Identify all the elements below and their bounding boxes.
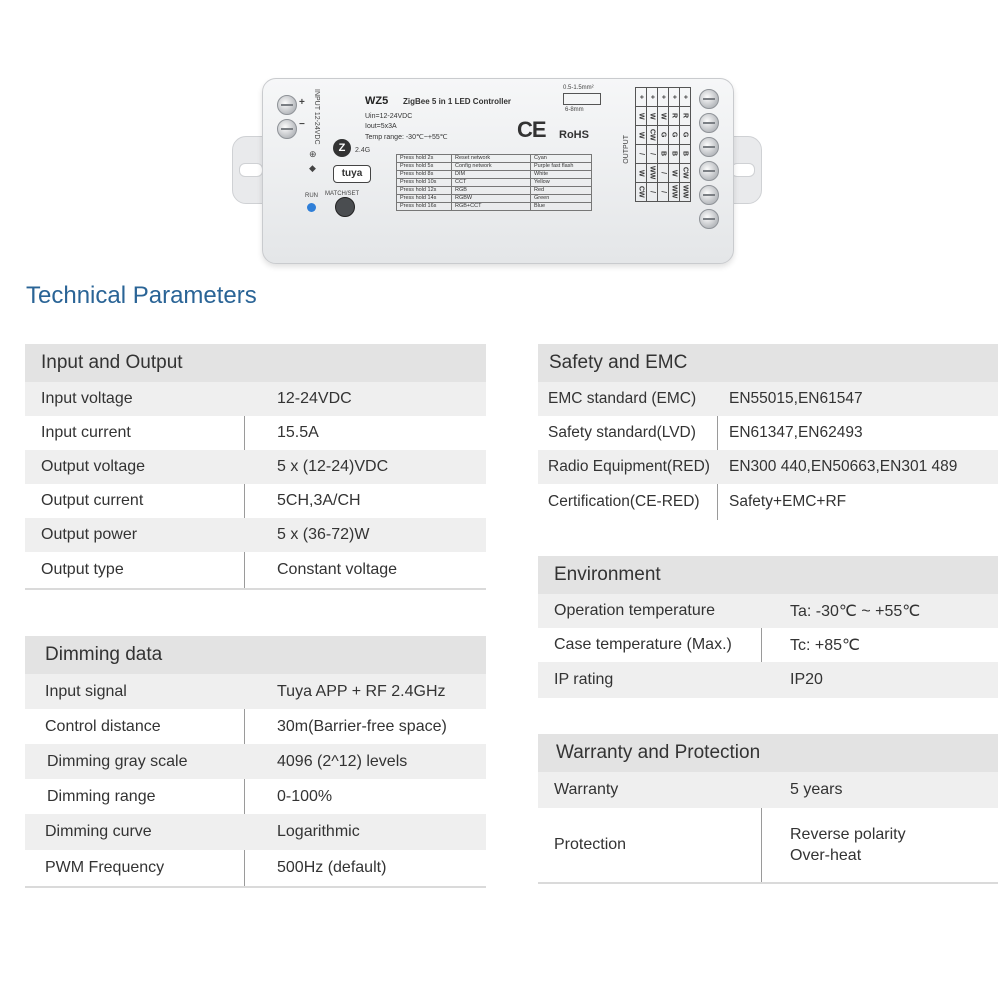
input-output-table [25, 344, 486, 590]
uin-label: Uin=12-24VDC [365, 113, 413, 120]
output-grid-cell: / [647, 183, 658, 202]
output-grid-cell: + [680, 88, 691, 107]
table-row: Dimming gray scale 4096 (2^12) levels [25, 744, 486, 779]
table-row: EMC standard (EMC) EN55015,EN61547 [538, 382, 998, 416]
table-divider [538, 882, 998, 884]
product-name-label: ZigBee 5 in 1 LED Controller [403, 97, 512, 106]
protection-over-heat: Over-heat [790, 847, 862, 864]
environment-table [538, 556, 998, 698]
output-grid-row [636, 126, 691, 145]
output-grid-row [636, 164, 691, 183]
table-divider [25, 588, 486, 590]
press-table-cell: Cyan [531, 155, 592, 163]
output-grid-row [636, 107, 691, 126]
wire-strip-icon [563, 93, 601, 105]
press-table-cell: Press hold 12s [397, 187, 452, 195]
press-table-cell: Press hold 5s [397, 163, 452, 171]
wire-gauge-label: 0.5-1.5mm² [563, 85, 594, 91]
press-table-cell: Purple fast flash [531, 163, 592, 171]
output-terminal-1 [699, 89, 719, 109]
table-row: Output current 5CH,3A/CH [41, 492, 361, 509]
press-table-cell: Red [531, 187, 592, 195]
output-terminal-4 [699, 161, 719, 181]
press-hold-table [396, 154, 592, 211]
safety-emc-title: Safety and EMC [538, 344, 998, 382]
warranty-protection-title: Warranty and Protection [538, 734, 998, 772]
input-terminal-minus [277, 119, 297, 139]
press-table-row [397, 187, 592, 195]
temp-range-label: Temp range: -30℃~+55℃ [365, 134, 448, 141]
output-grid-cell: G [680, 126, 691, 145]
press-table-row [397, 163, 592, 171]
output-grid-cell: W [658, 107, 669, 126]
table-row: Input current 15.5A [41, 424, 319, 441]
output-grid-cell: WW [647, 164, 658, 183]
output-grid-row [636, 183, 691, 202]
output-terminal-2 [699, 113, 719, 133]
press-table-cell: Press hold 2s [397, 155, 452, 163]
output-grid-cell: W [636, 107, 647, 126]
input-output-title: Input and Output [25, 344, 486, 382]
table-row: Output type Constant voltage [41, 561, 398, 578]
zigbee-logo: Z [333, 139, 351, 157]
run-led-icon [307, 203, 316, 212]
output-terminal-6 [699, 209, 719, 229]
rohs-mark: RoHS [559, 129, 589, 141]
output-grid-cell: + [658, 88, 669, 107]
output-grid-cell: CW [680, 164, 691, 183]
minus-sign: − [299, 119, 305, 130]
press-table-cell: Blue [531, 203, 592, 211]
output-grid-cell: / [647, 145, 658, 164]
press-table-cell: Reset network [452, 155, 531, 163]
output-grid-cell: + [636, 88, 647, 107]
safety-emc-table [538, 344, 998, 520]
press-table-row [397, 203, 592, 211]
press-table-cell: CCT [452, 179, 531, 187]
output-grid-row [636, 88, 691, 107]
protection-reverse-polarity: Reverse polarity [790, 826, 906, 843]
table-row: Operation temperature Ta: -30℃ ~ +55℃ [538, 594, 998, 628]
table-row: Dimming range 0-100% [47, 787, 333, 805]
table-row: Case temperature (Max.) Tc: +85℃ [554, 636, 860, 654]
output-grid-cell: R [680, 107, 691, 126]
dimming-data-table [25, 636, 486, 888]
plus-sign: + [299, 97, 305, 108]
output-grid-cell: W [647, 107, 658, 126]
warranty-protection-table [538, 734, 998, 884]
output-grid-cell: W [669, 164, 680, 183]
press-table-cell: RGB+CCT [452, 203, 531, 211]
output-terminal-5 [699, 185, 719, 205]
press-table-cell: DIM [452, 171, 531, 179]
table-row: Certification(CE-RED) Safety+EMC+RF [548, 493, 847, 510]
press-table-cell: White [531, 171, 592, 179]
table-row: IP rating IP20 [538, 662, 998, 698]
output-grid-row [636, 145, 691, 164]
input-label: INPUT 12-24VDC [313, 89, 320, 145]
table-divider [25, 886, 486, 888]
input-terminal-plus [277, 95, 297, 115]
table-row: Warranty 5 years [538, 772, 998, 808]
press-table-cell: Press hold 8s [397, 171, 452, 179]
output-grid-cell: R [669, 107, 680, 126]
output-grid-cell: WW [669, 183, 680, 202]
press-table-row [397, 171, 592, 179]
output-grid-cell: G [658, 126, 669, 145]
table-row: Output power 5 x (36-72)W [25, 518, 486, 552]
table-row: Safety standard(LVD) EN61347,EN62493 [548, 424, 863, 441]
output-grid-cell: B [680, 145, 691, 164]
press-table-cell: Green [531, 195, 592, 203]
tuya-logo: tuya [333, 165, 371, 183]
press-table-cell: Press hold 16s [397, 203, 452, 211]
strip-length-label: 6-8mm [565, 107, 584, 113]
iout-label: Iout=5x3A [365, 123, 397, 130]
indicator-icon: ◆ [309, 163, 316, 173]
output-terminal-3 [699, 137, 719, 157]
environment-title: Environment [538, 556, 998, 594]
press-table-cell: RGBW [452, 195, 531, 203]
output-grid-cell: / [658, 183, 669, 202]
ce-mark: CE [517, 117, 546, 142]
output-grid-cell: / [636, 145, 647, 164]
output-grid-cell: CW [647, 126, 658, 145]
band-label: 2.4G [355, 147, 371, 154]
press-table-cell: RGB [452, 187, 531, 195]
press-table-cell: Yellow [531, 179, 592, 187]
match-set-label: MATCH/SET [325, 191, 360, 197]
press-table-row [397, 195, 592, 203]
table-row: Output voltage 5 x (12-24)VDC [25, 450, 486, 484]
table-row: Input signal Tuya APP + RF 2.4GHz [25, 674, 486, 709]
dimming-data-title: Dimming data [25, 636, 486, 674]
press-table-cell: Press hold 14s [397, 195, 452, 203]
model-label: WZ5 [365, 95, 389, 107]
output-label: OUTPUT [623, 135, 630, 164]
product-image [232, 76, 762, 266]
table-row: PWM Frequency 500Hz (default) [45, 859, 387, 876]
press-table-cell: Press hold 10s [397, 179, 452, 187]
controller-housing [262, 78, 734, 264]
output-grid-cell: G [669, 126, 680, 145]
table-row: Control distance 30m(Barrier-free space) [45, 717, 447, 735]
press-table-row [397, 179, 592, 187]
output-grid-cell: + [669, 88, 680, 107]
output-grid-cell: + [647, 88, 658, 107]
press-table-cell: Config network [452, 163, 531, 171]
table-row: Protection Reverse polarity Over-heat [554, 826, 906, 864]
table-row: Radio Equipment(RED) EN300 440,EN50663,EN301 489 [538, 450, 998, 484]
match-set-button [335, 197, 355, 217]
output-grid-cell: W [636, 164, 647, 183]
table-row: Dimming curve Logarithmic [25, 814, 486, 850]
output-grid-cell: WW [680, 183, 691, 202]
output-grid-cell: B [658, 145, 669, 164]
run-label: RUN [305, 193, 318, 199]
output-grid [635, 87, 691, 202]
output-grid-cell: B [669, 145, 680, 164]
output-grid-cell: W [636, 126, 647, 145]
press-table-row [397, 155, 592, 163]
antenna-icon: ⊕ [309, 149, 317, 159]
output-grid-cell: CW [636, 183, 647, 202]
page-title: Technical Parameters [26, 282, 257, 309]
table-row: Input voltage 12-24VDC [25, 382, 486, 416]
output-grid-cell: / [658, 164, 669, 183]
